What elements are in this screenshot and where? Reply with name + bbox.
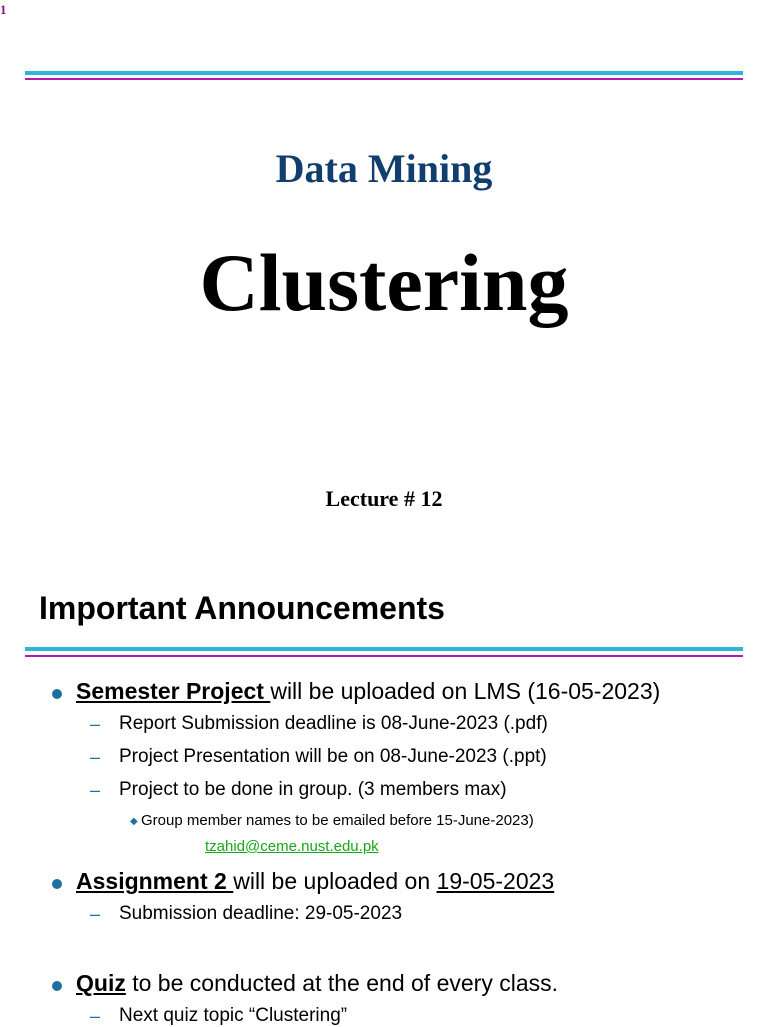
lecture-number: Lecture # 12: [325, 486, 443, 511]
dash-icon: –: [90, 1006, 101, 1026]
announcements-title: Important Announcements: [39, 590, 445, 626]
sub-item: Project to be done in group. (3 members max): [119, 779, 507, 800]
sub-item: Project Presentation will be on 08-June-2023 (.ppt): [119, 746, 547, 767]
announcement-quiz: [76, 970, 558, 997]
announcements-divider-magenta: [25, 655, 743, 657]
semester-project-label: Semester Project: [76, 678, 271, 704]
assignment-text: will be uploaded on: [233, 868, 437, 894]
course-title: Data Mining: [275, 146, 493, 191]
top-divider-cyan: [25, 71, 743, 75]
diamond-bullet-icon: ◆: [130, 816, 138, 827]
assignment-label: Assignment 2: [76, 868, 234, 894]
lecture-topic: Clustering: [199, 237, 569, 328]
announcement-semester-project: [76, 678, 660, 705]
sub-sub-item: Group member names to be emailed before 15-June-2023): [141, 812, 534, 829]
sub-item: Submission deadline: 29-05-2023: [119, 903, 403, 924]
assignment-date: 19-05-2023: [436, 868, 555, 894]
bullet-icon: [52, 879, 62, 889]
email-link[interactable]: tzahid@ceme.nust.edu.pk: [205, 838, 379, 855]
sub-item: Report Submission deadline is 08-June-2023 (.pdf): [119, 713, 548, 734]
top-divider-magenta: [25, 78, 743, 80]
dash-icon: –: [90, 904, 101, 924]
dash-icon: –: [90, 780, 101, 800]
dash-icon: –: [90, 714, 101, 734]
quiz-label: Quiz: [76, 970, 126, 996]
semester-project-text: will be uploaded on LMS (16-05-2023): [270, 678, 661, 704]
page-number: 1: [0, 2, 7, 17]
bullet-icon: [52, 689, 62, 699]
announcements-divider-cyan: [25, 647, 743, 651]
quiz-text: to be conducted at the end of every class.: [125, 970, 559, 996]
announcement-assignment: [76, 868, 554, 895]
sub-item: Next quiz topic “Clustering”: [119, 1005, 348, 1026]
dash-icon: –: [90, 747, 101, 767]
bullet-icon: [52, 981, 62, 991]
